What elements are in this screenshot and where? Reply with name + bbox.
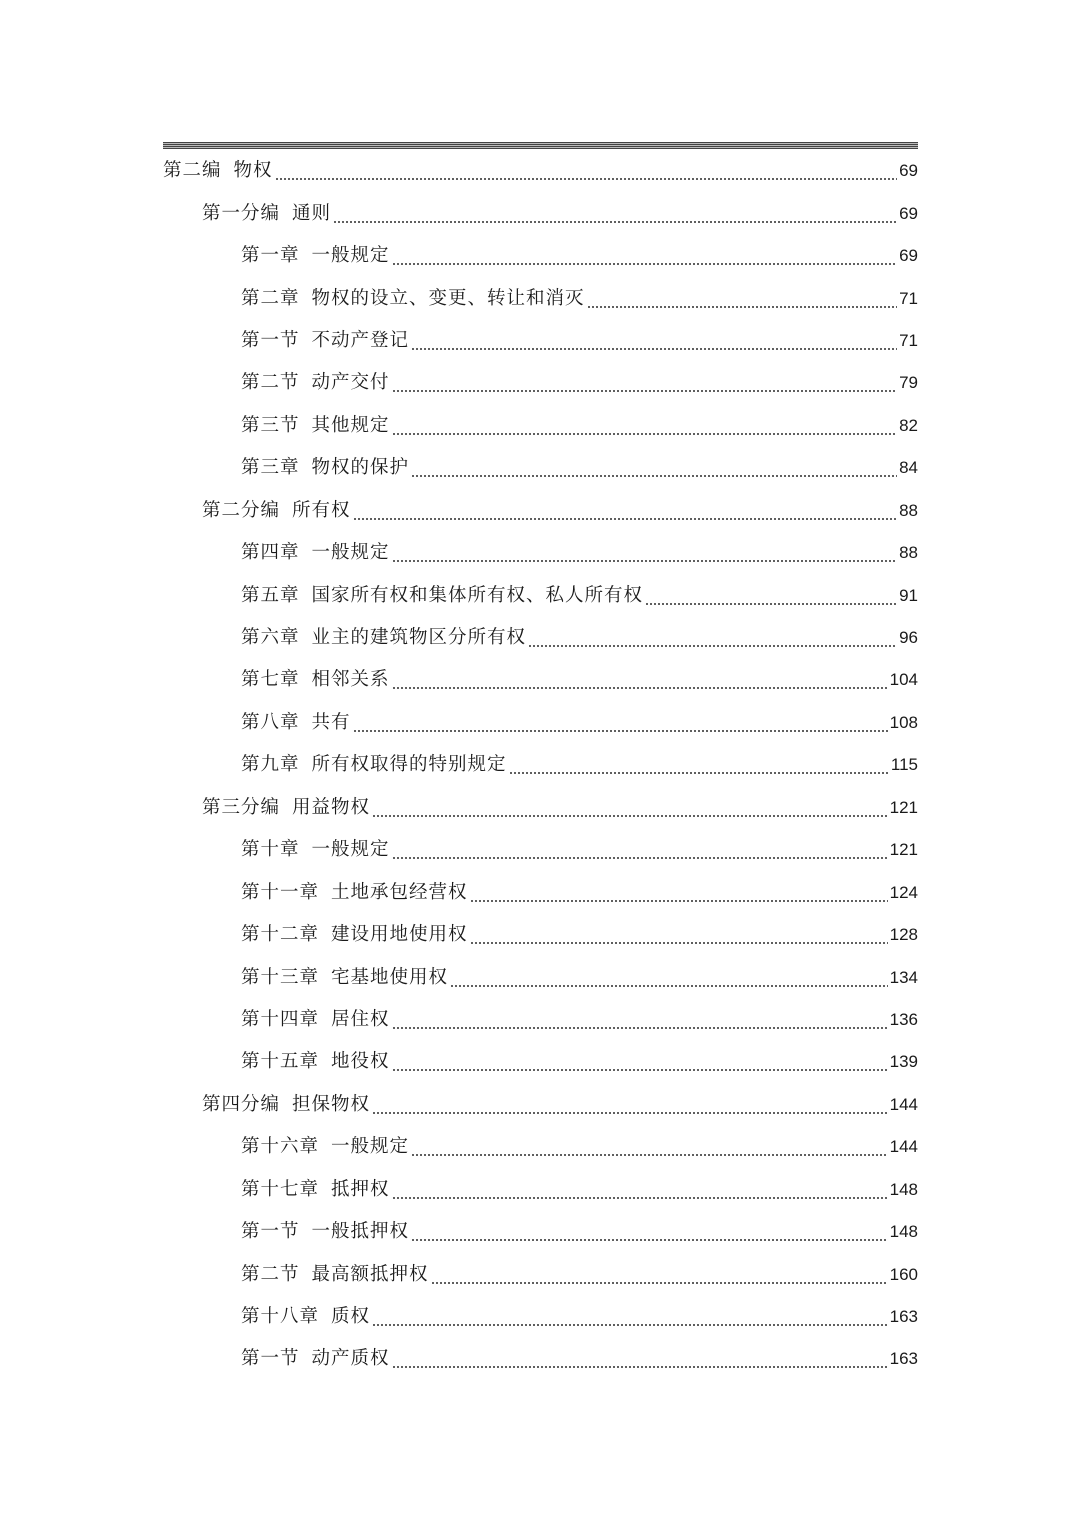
toc-entry-number: 第一分编 (202, 202, 281, 224)
toc-entry[interactable] (0, 659, 1080, 701)
toc-entry-number: 第十一章 (241, 881, 320, 903)
toc-dot-leader (411, 1135, 888, 1159)
toc-entry-title: 一般规定 (311, 839, 390, 861)
toc-dot-leader (392, 1008, 888, 1032)
toc-entry-page: 124 (889, 882, 918, 902)
toc-entry-label (241, 1305, 370, 1329)
toc-dot-leader (431, 1263, 888, 1287)
toc-entry-title: 相邻关系 (311, 669, 390, 691)
toc-entry[interactable] (0, 956, 1080, 998)
toc-entry-page: 71 (899, 288, 918, 308)
table-of-contents (0, 150, 1080, 1381)
toc-entry-number: 第四分编 (202, 1093, 281, 1115)
toc-entry-page: 96 (899, 628, 918, 648)
toc-entry-title: 居住权 (331, 1008, 390, 1030)
toc-entry-label (202, 499, 351, 523)
toc-entry-label (241, 838, 390, 862)
toc-entry[interactable] (0, 1338, 1080, 1380)
toc-entry[interactable] (0, 871, 1080, 913)
toc-entry-title: 所有权取得的特别规定 (311, 754, 507, 776)
toc-entry-page: 69 (899, 203, 918, 223)
toc-entry-number: 第八章 (241, 711, 300, 733)
toc-dot-leader (392, 1178, 888, 1202)
toc-entry-label (241, 1347, 390, 1371)
toc-entry-page: 148 (889, 1222, 918, 1242)
toc-entry-title: 抵押权 (331, 1178, 390, 1200)
toc-entry-label (241, 881, 468, 905)
toc-entry-number: 第三节 (241, 414, 300, 436)
toc-entry[interactable] (0, 490, 1080, 532)
toc-entry[interactable] (0, 447, 1080, 489)
toc-entry[interactable] (0, 744, 1080, 786)
toc-entry-title: 业主的建筑物区分所有权 (311, 627, 527, 649)
toc-entry-number: 第十五章 (241, 1051, 320, 1073)
toc-dot-leader (411, 456, 897, 480)
toc-entry-label (202, 796, 370, 820)
toc-entry-number: 第二编 (163, 160, 222, 182)
toc-entry-title: 一般规定 (311, 542, 390, 564)
toc-entry-title: 土地承包经营权 (331, 881, 468, 903)
toc-entry[interactable] (0, 1169, 1080, 1211)
toc-entry[interactable] (0, 999, 1080, 1041)
toc-dot-leader (450, 966, 888, 990)
toc-entry-page: 128 (889, 925, 918, 945)
toc-dot-leader (392, 244, 898, 268)
toc-dot-leader (392, 838, 888, 862)
toc-entry-title: 所有权 (292, 499, 351, 521)
toc-entry[interactable] (0, 1211, 1080, 1253)
toc-entry-title: 一般规定 (311, 245, 390, 267)
toc-dot-leader (528, 626, 897, 650)
toc-dot-leader (392, 414, 898, 438)
toc-dot-leader (333, 202, 897, 226)
toc-entry-page: 108 (889, 712, 918, 732)
toc-entry-label (163, 159, 273, 183)
toc-entry-number: 第十三章 (241, 966, 320, 988)
toc-dot-leader (372, 1305, 888, 1329)
toc-entry-label (241, 329, 409, 353)
toc-entry-title: 建设用地使用权 (331, 924, 468, 946)
toc-dot-leader (372, 1093, 888, 1117)
toc-entry[interactable] (0, 1041, 1080, 1083)
toc-entry-label (241, 923, 468, 947)
toc-entry[interactable] (0, 617, 1080, 659)
toc-entry-label (241, 1135, 409, 1159)
toc-entry-title: 不动产登记 (311, 329, 410, 351)
toc-entry-number: 第一节 (241, 1348, 300, 1370)
toc-entry-title: 物权的保护 (311, 457, 410, 479)
toc-entry-page: 121 (889, 797, 918, 817)
toc-entry-number: 第四章 (241, 542, 300, 564)
header-rule (163, 142, 918, 149)
toc-entry[interactable] (0, 277, 1080, 319)
toc-entry[interactable] (0, 235, 1080, 277)
toc-dot-leader (392, 541, 898, 565)
toc-entry-title: 地役权 (331, 1051, 390, 1073)
toc-entry-page: 136 (889, 1009, 918, 1029)
toc-entry-number: 第三分编 (202, 796, 281, 818)
toc-entry-number: 第一节 (241, 329, 300, 351)
toc-entry-label (241, 541, 390, 565)
toc-entry-page: 88 (899, 543, 918, 563)
toc-entry-label (241, 584, 643, 608)
toc-entry-number: 第十二章 (241, 924, 320, 946)
toc-entry[interactable] (0, 1126, 1080, 1168)
toc-dot-leader (411, 329, 897, 353)
toc-entry-page: 148 (889, 1179, 918, 1199)
toc-entry-number: 第十八章 (241, 1306, 320, 1328)
toc-dot-leader (411, 1220, 888, 1244)
toc-entry-number: 第二节 (241, 1263, 300, 1285)
toc-entry-label (241, 414, 390, 438)
toc-entry-page: 84 (899, 458, 918, 478)
toc-entry-title: 通则 (292, 202, 332, 224)
toc-entry-number: 第二分编 (202, 499, 281, 521)
toc-entry-title: 担保物权 (292, 1093, 371, 1115)
toc-entry-title: 动产交付 (311, 372, 390, 394)
toc-entry-title: 物权 (233, 160, 273, 182)
toc-entry-number: 第十六章 (241, 1136, 320, 1158)
toc-entry-number: 第二章 (241, 287, 300, 309)
toc-entry-label (241, 1008, 390, 1032)
toc-dot-leader (509, 753, 889, 777)
toc-dot-leader (392, 1347, 888, 1371)
toc-entry-label (241, 1220, 409, 1244)
toc-entry-number: 第十章 (241, 839, 300, 861)
toc-entry-title: 一般抵押权 (311, 1221, 410, 1243)
toc-entry[interactable] (0, 914, 1080, 956)
toc-entry-page: 104 (889, 670, 918, 690)
toc-entry-page: 69 (899, 161, 918, 181)
toc-entry-label (241, 1263, 429, 1287)
toc-entry-page: 163 (889, 1307, 918, 1327)
toc-entry-label (241, 1178, 390, 1202)
toc-entry-number: 第十四章 (241, 1008, 320, 1030)
toc-entry-label (241, 668, 390, 692)
toc-dot-leader (645, 584, 897, 608)
toc-entry-label (241, 626, 526, 650)
toc-dot-leader (353, 711, 888, 735)
toc-entry-page: 139 (889, 1052, 918, 1072)
toc-dot-leader (372, 796, 888, 820)
toc-entry-page: 144 (889, 1094, 918, 1114)
toc-dot-leader (353, 499, 898, 523)
toc-entry-page: 79 (899, 373, 918, 393)
toc-dot-leader (392, 668, 888, 692)
toc-entry-page: 69 (899, 246, 918, 266)
toc-entry-label (241, 711, 351, 735)
toc-entry-number: 第一节 (241, 1221, 300, 1243)
toc-entry-title: 动产质权 (311, 1348, 390, 1370)
toc-entry-title: 用益物权 (292, 796, 371, 818)
toc-entry-number: 第五章 (241, 584, 300, 606)
toc-entry[interactable] (0, 405, 1080, 447)
toc-entry-page: 163 (889, 1349, 918, 1369)
toc-entry-number: 第六章 (241, 627, 300, 649)
toc-dot-leader (470, 881, 888, 905)
toc-entry-label (241, 1050, 390, 1074)
toc-entry-page: 115 (890, 755, 918, 775)
toc-entry-number: 第二节 (241, 372, 300, 394)
toc-entry[interactable] (0, 1253, 1080, 1295)
toc-entry-page: 144 (889, 1137, 918, 1157)
toc-entry[interactable] (0, 1084, 1080, 1126)
toc-entry[interactable] (0, 320, 1080, 362)
toc-entry-title: 质权 (331, 1306, 371, 1328)
toc-entry[interactable] (0, 532, 1080, 574)
toc-entry-number: 第十七章 (241, 1178, 320, 1200)
toc-entry-label (241, 753, 507, 777)
toc-entry[interactable] (0, 829, 1080, 871)
toc-entry-number: 第七章 (241, 669, 300, 691)
toc-entry-label (241, 371, 390, 395)
toc-entry-title: 国家所有权和集体所有权、私人所有权 (311, 584, 644, 606)
toc-entry[interactable] (0, 362, 1080, 404)
toc-entry-title: 一般规定 (331, 1136, 410, 1158)
toc-entry-page: 121 (889, 840, 918, 860)
toc-dot-leader (392, 371, 898, 395)
toc-entry[interactable] (0, 702, 1080, 744)
toc-entry-page: 71 (899, 330, 918, 350)
toc-entry[interactable] (0, 150, 1080, 192)
toc-entry-label (241, 456, 409, 480)
toc-entry-number: 第九章 (241, 754, 300, 776)
toc-entry-title: 宅基地使用权 (331, 966, 449, 988)
toc-entry-page: 88 (899, 500, 918, 520)
toc-entry-page: 160 (889, 1264, 918, 1284)
toc-entry-label (241, 966, 448, 990)
toc-entry-page: 82 (899, 415, 918, 435)
toc-entry-label (241, 244, 390, 268)
toc-entry-title: 最高额抵押权 (311, 1263, 429, 1285)
toc-entry-page: 91 (899, 585, 918, 605)
toc-dot-leader (275, 159, 898, 183)
toc-entry[interactable] (0, 787, 1080, 829)
toc-dot-leader (392, 1050, 888, 1074)
toc-entry[interactable] (0, 192, 1080, 234)
toc-dot-leader (587, 287, 898, 311)
toc-entry-title: 其他规定 (311, 414, 390, 436)
toc-entry-label (241, 287, 585, 311)
toc-dot-leader (470, 923, 888, 947)
toc-entry-number: 第三章 (241, 457, 300, 479)
toc-entry-label (202, 1093, 370, 1117)
toc-entry[interactable] (0, 574, 1080, 616)
toc-entry-title: 共有 (311, 711, 351, 733)
toc-entry-title: 物权的设立、变更、转让和消灭 (311, 287, 585, 309)
toc-entry-page: 134 (889, 967, 918, 987)
toc-entry[interactable] (0, 1296, 1080, 1338)
toc-entry-number: 第一章 (241, 245, 300, 267)
toc-entry-label (202, 202, 331, 226)
